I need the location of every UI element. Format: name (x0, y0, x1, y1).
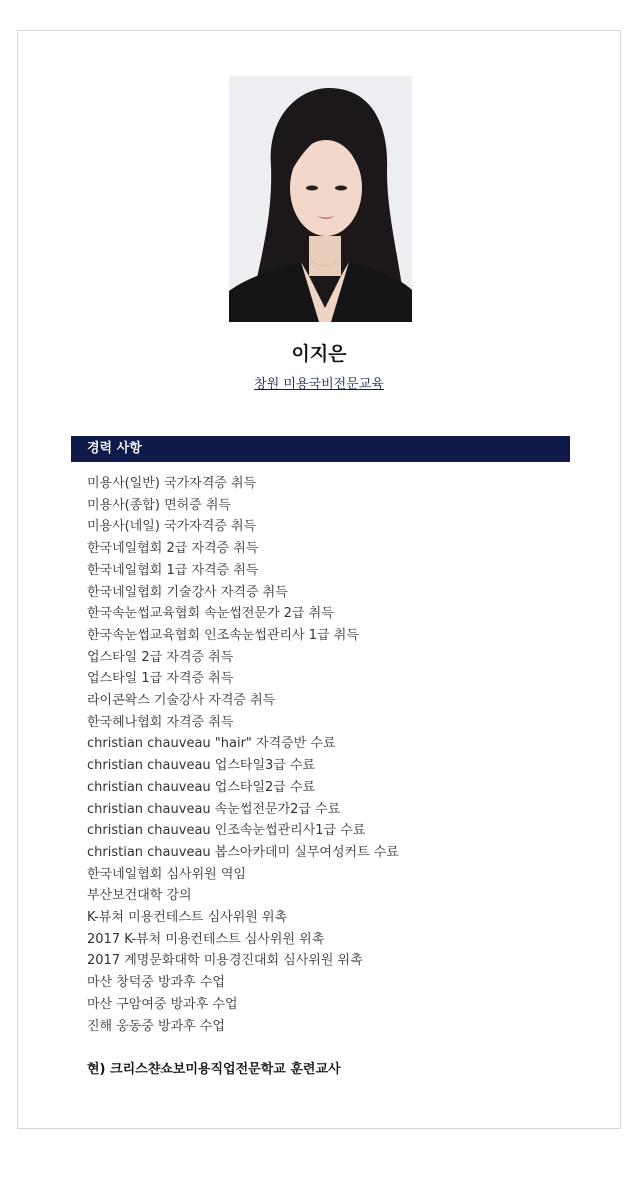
career-item: 부산보건대학 강의 (87, 888, 192, 904)
career-item: 한국속눈썹교육협회 속눈썹전문가 2급 취득 (87, 606, 334, 622)
career-item: 한국네일협회 1급 자격증 취득 (87, 562, 259, 578)
career-item: 진해 웅동중 방과후 수업 (87, 1018, 225, 1034)
career-item: christian chauveau 봅스아카데미 실무여성커트 수료 (87, 844, 399, 860)
profile-photo (229, 76, 412, 322)
career-item: 미용사(종합) 면허증 취득 (87, 497, 231, 513)
career-item: christian chauveau 속눈썹전문가2급 수료 (87, 801, 341, 817)
career-item: 미용사(네일) 국가자격증 취득 (87, 519, 257, 535)
career-item: 2017 K-뷰처 미용컨테스트 심사위원 위촉 (87, 931, 325, 947)
career-item: 미용사(일반) 국가자격증 취득 (87, 476, 257, 491)
affiliation-link[interactable]: 창원 미용국비전문교육 (254, 377, 384, 392)
career-section-header (71, 436, 570, 462)
instructor-name: 이지은 (291, 343, 347, 365)
career-list (87, 473, 399, 1037)
career-item: christian chauveau 업스타일2급 수료 (87, 779, 316, 795)
career-item: 업스타일 2급 자격증 취득 (87, 649, 234, 665)
career-item: 한국네일협회 2급 자격증 취득 (87, 541, 259, 557)
career-section-title: 경력 사항 (87, 441, 142, 456)
career-item: 한국네일협회 기술강사 자격증 취득 (87, 584, 288, 600)
career-item: 마산 창덕중 방과후 수업 (87, 975, 225, 991)
career-item: christian chauveau 업스타일3급 수료 (87, 758, 316, 774)
current-position: 현) 크리스챤쇼보미용직업전문학교 훈련교사 (87, 1062, 341, 1077)
career-item: christian chauveau "hair" 자격증반 수료 (87, 736, 336, 752)
career-item: 한국속눈썹교육협회 인조속눈썹관리사 1급 취득 (87, 627, 359, 643)
career-item: 라이콘왁스 기술강사 자격증 취득 (87, 693, 276, 709)
career-item: 한국헤나협회 자격증 취득 (87, 714, 234, 730)
career-item: 한국네일협회 심사위원 역임 (87, 866, 246, 882)
career-item: 마산 구암여중 방과후 수업 (87, 996, 238, 1012)
career-item: 업스타일 1급 자격증 취득 (87, 671, 234, 687)
profile-card (17, 30, 621, 1129)
career-item: christian chauveau 인조속눈썹관리사1급 수료 (87, 823, 366, 839)
career-item: 2017 계명문화대학 미용경진대회 심사위원 위촉 (87, 953, 363, 969)
career-item: K-뷰쳐 미용컨테스트 심사위원 위촉 (87, 910, 288, 926)
